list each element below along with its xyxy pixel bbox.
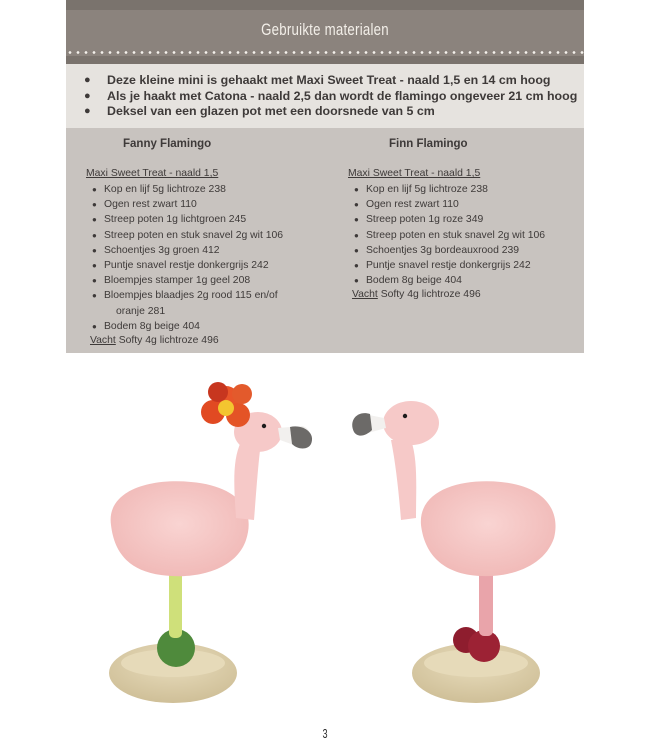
finn-vacht: Vacht Softy 4g lichtroze 496: [352, 289, 481, 300]
bullet-icon: ●: [92, 185, 97, 194]
bullet-icon: ●: [84, 74, 91, 86]
bullet-icon: ●: [84, 105, 91, 117]
material-item: ● Streep poten 1g roze 349: [354, 212, 545, 227]
bullet-icon: ●: [354, 276, 359, 286]
finn-name: Finn Flamingo: [389, 138, 468, 150]
header-top-band: [66, 0, 584, 10]
material-item: ● Ogen rest zwart 110: [92, 197, 283, 212]
finn-yarn: Maxi Sweet Treat - naald 1,5: [348, 168, 481, 179]
dotted-divider: [66, 51, 584, 54]
fanny-material-list: [92, 182, 283, 334]
fanny-yarn: Maxi Sweet Treat - naald 1,5: [86, 168, 219, 179]
material-item: ● Puntje snavel restje donkergrijs 242: [92, 258, 283, 273]
flower-icon: [201, 382, 252, 427]
bullet-icon: ●: [92, 276, 97, 286]
bullet-icon: ●: [84, 89, 91, 102]
material-item: ● Kop en lijf 5g lichtroze 238: [92, 182, 283, 197]
finn-material-list: [354, 182, 545, 288]
fanny-vacht: Vacht Softy 4g lichtroze 496: [90, 335, 219, 346]
bullet-icon: ●: [92, 215, 97, 225]
bullet-icon: ●: [92, 261, 97, 271]
material-item: ● Bloempjes stamper 1g geel 208: [92, 273, 283, 288]
bullet-icon: ●: [92, 291, 97, 301]
bullet-icon: ●: [354, 200, 359, 210]
material-item: ● Streep poten en stuk snavel 2g wit 106: [354, 228, 545, 243]
material-item: ● Streep poten 1g lichtgroen 245: [92, 212, 283, 227]
bullet-icon: ●: [92, 200, 97, 210]
bullet-icon: ●: [92, 321, 97, 331]
material-item: ● Bloempjes blaadjes 2g rood 115 en/of oranje 281: [92, 290, 278, 317]
intro-list: [84, 73, 577, 120]
bullet-icon: ●: [354, 230, 359, 240]
header-bottom-band: [66, 56, 584, 64]
materials-box: [66, 128, 584, 353]
section-title: Gebruikte materialen: [261, 20, 389, 39]
bullet-icon: ●: [92, 245, 97, 255]
finn-flamingo: [352, 401, 555, 703]
bullet-icon: ●: [354, 245, 359, 255]
material-item: ● Schoentjes 3g groen 412: [92, 243, 283, 258]
intro-item: ● Deksel van een glazen pot met een doorsnede van 5 cm: [84, 104, 435, 118]
page-number: 3: [322, 726, 328, 741]
bullet-icon: ●: [354, 215, 359, 225]
intro-item: ● Als je haakt met Catona - naald 2,5 dan wordt de flamingo ongeveer 21 cm hoog: [84, 88, 578, 103]
flamingos-photo: [66, 370, 584, 710]
fanny-flamingo: [109, 382, 312, 703]
fanny-name: Fanny Flamingo: [123, 138, 212, 150]
intro-item: ● Deze kleine mini is gehaakt met Maxi Sweet Treat - naald 1,5 en 14 cm hoog: [84, 73, 551, 87]
material-item: ● Streep poten en stuk snavel 2g wit 106: [92, 228, 283, 243]
material-item: ● Bodem 8g beige 404: [92, 319, 283, 334]
material-item: ● Puntje snavel restje donkergrijs 242: [354, 258, 545, 273]
material-item: ● Ogen rest zwart 110: [354, 197, 545, 212]
material-item: ● Bodem 8g beige 404: [354, 273, 545, 288]
section-header: [66, 0, 584, 64]
flamingos-illustration: [66, 370, 584, 710]
material-item: ● Kop en lijf 5g lichtroze 238: [354, 182, 545, 197]
bullet-icon: ●: [354, 185, 359, 194]
material-item: ● Schoentjes 3g bordeauxrood 239: [354, 243, 545, 258]
intro-box: [66, 64, 584, 128]
bullet-icon: ●: [92, 230, 97, 240]
bullet-icon: ●: [354, 261, 359, 271]
